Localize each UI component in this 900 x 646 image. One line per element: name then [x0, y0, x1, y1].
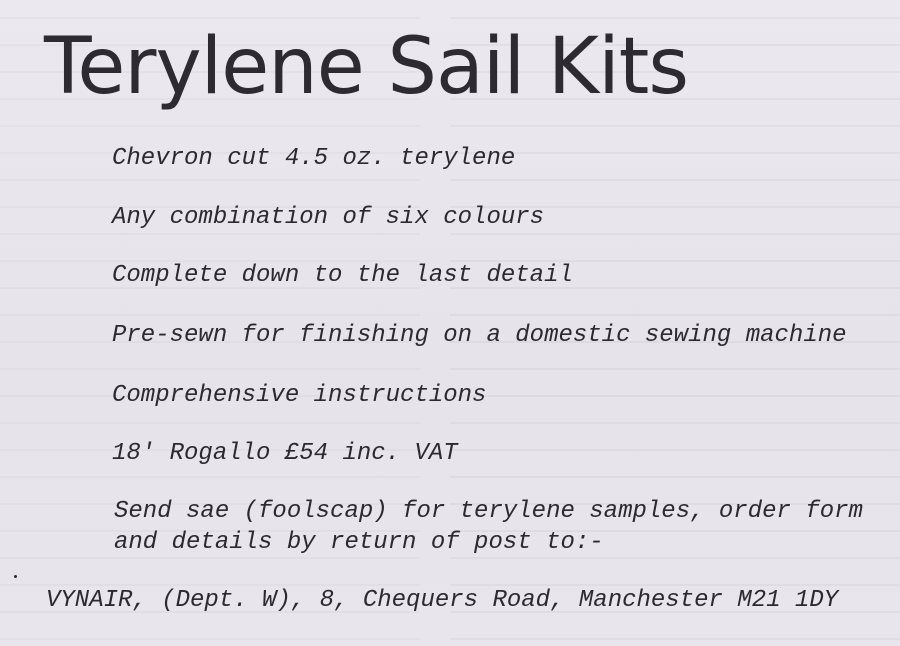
advert-title: Terylene Sail Kits	[44, 22, 688, 112]
feature-line-instructions: Comprehensive instructions	[112, 382, 487, 409]
company-address: VYNAIR, (Dept. W), 8, Chequers Road, Manchester M21 1DY	[46, 587, 839, 614]
print-speck	[14, 575, 17, 578]
order-instructions-line-2: and details by return of post to:-	[114, 529, 604, 556]
feature-line-price: 18' Rogallo £54 inc. VAT	[112, 440, 458, 467]
feature-line-pre-sewn: Pre-sewn for finishing on a domestic sewing machine	[112, 322, 847, 349]
feature-line-detail: Complete down to the last detail	[112, 262, 573, 289]
feature-line-cut: Chevron cut 4.5 oz. terylene	[112, 145, 516, 172]
feature-line-colours: Any combination of six colours	[112, 204, 545, 231]
order-instructions-line-1: Send sae (foolscap) for terylene samples, order form	[114, 498, 863, 525]
